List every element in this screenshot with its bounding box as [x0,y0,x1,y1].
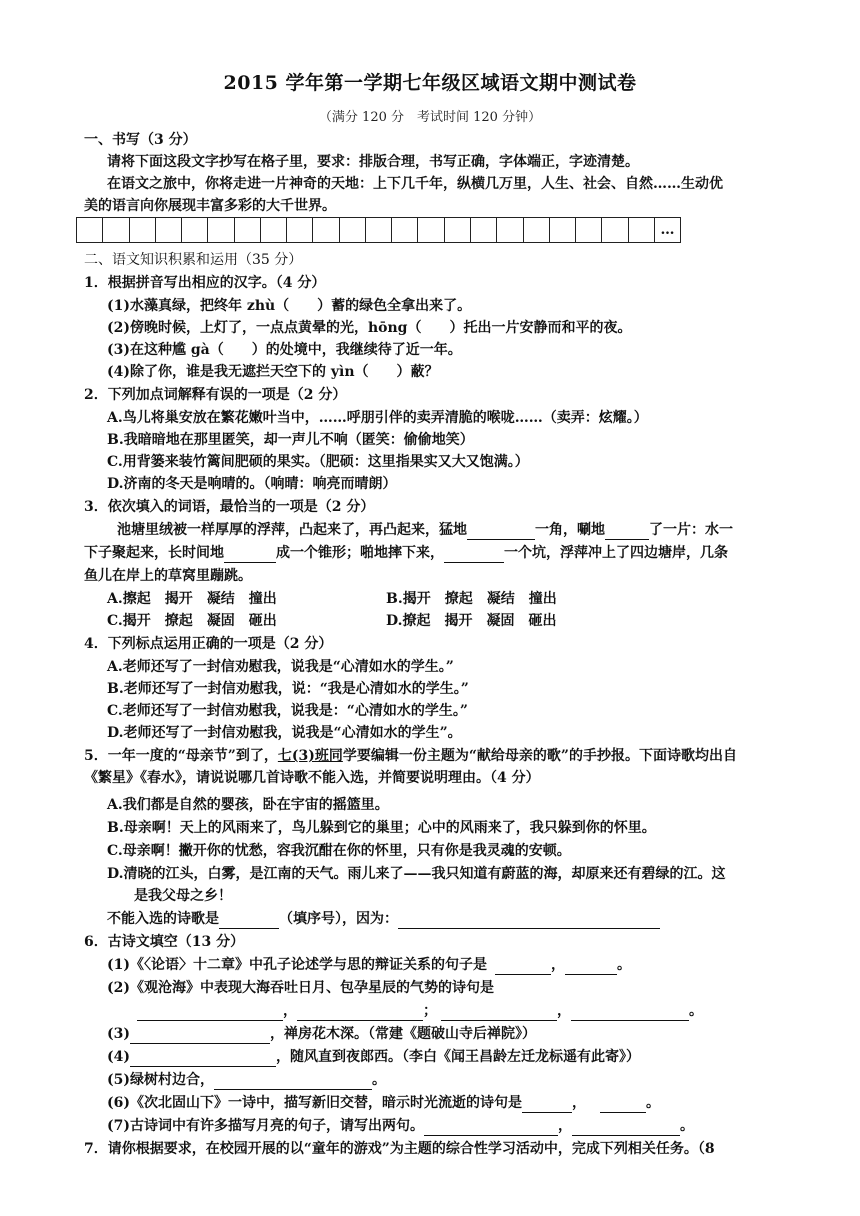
q6-blank[interactable] [495,958,551,975]
q5-poem-b: B.母亲啊！天上的风雨来了，鸟儿躲到它的巢里；心中的风雨来了，我只躲到你的怀里。 [107,820,656,836]
grid-cell [208,218,234,242]
q6-item-5 [107,1070,807,1090]
q6-item-text: (4) [107,1049,130,1065]
q6-item-7 [107,1116,807,1136]
q4-option-c: C.老师还写了一封信劝慰我，说我是：“心清如水的学生。” [107,703,468,719]
grid-cell [445,218,471,242]
q4-option-b: B.老师还写了一封信劝慰我，说：“我是心清如水的学生。” [107,681,469,697]
q6-blank[interactable] [297,1004,423,1021]
grid-cell [576,218,602,242]
grid-cell [471,218,497,242]
q1-item-2: (2)傍晚时候，上灯了，一点点黄晕的光，hōng（ ）托出一片安静而和平的夜。 [107,320,632,336]
q6-item-2 [107,978,807,998]
q6-item-text: (3) [107,1026,130,1042]
q6-item-text: ，禅房花木深。（常建《题破山寺后禅院》） [270,1026,536,1042]
section-2-heading: 二、语文知识积累和运用（35 分） [84,252,303,268]
q6-item-text: (1)《〈论语〉十二章》中孔子论述学与思的辩证关系的句子是 [107,957,487,973]
q3-option-a: A.擦起 揭开 凝结 撞出 [107,591,277,607]
q6-blank[interactable] [130,1050,276,1067]
q2-option-a: A.鸟儿将巢安放在繁花嫩叶当中，……呼朋引伴的卖弄清脆的喉咙……（卖弄：炫耀。） [107,410,648,426]
grid-cell [629,218,655,242]
grid-cell [235,218,261,242]
section-1-passage-line-1: 在语文之旅中，你将走进一片神奇的天地：上下几千年，纵横几万里，人生、社会、自然……生动优 [107,176,723,192]
grid-cell [130,218,156,242]
q5-stem-text: 学要编辑一份主题为“献给母亲的歌”的手抄报。下面诗歌均出自 [342,748,737,764]
q6-item-1 [107,955,807,975]
writing-grid [76,217,681,243]
q6-item-text: (5)绿树村边合， [107,1072,214,1088]
q3-passage-text: 一角，唰地 [535,522,605,538]
section-1-passage-line-2: 美的语言向你展现丰富多彩的大千世界。 [84,198,336,214]
q5-answer-blank[interactable] [219,912,279,929]
q3-passage-line-1 [117,520,817,540]
q4-option-a: A.老师还写了一封信劝慰我，说我是“心清如水的学生。” [107,659,454,675]
q6-blank[interactable] [130,1027,270,1044]
q6-punct: 。 [680,1118,694,1134]
q3-stem: 3．依次填入的词语，最恰当的一项是（2 分） [84,499,375,515]
grid-cell [287,218,313,242]
grid-cell [550,218,576,242]
q6-blank[interactable] [214,1073,372,1090]
q6-punct: ， [572,1095,586,1111]
q6-blank[interactable] [572,1119,680,1136]
q5-poem-d-line-1: D.清晓的江头，白雾，是江南的天气。雨儿来了——我只知道有蔚蓝的海，却原来还有碧绿的江。这 [107,866,726,882]
section-1-instruction: 请将下面这段文字抄写在格子里，要求：排版合理，书写正确，字体端正，字迹清楚。 [107,154,639,170]
q6-blank[interactable] [565,958,617,975]
q4-stem: 4．下列标点运用正确的一项是（2 分） [84,636,333,652]
q6-item-4 [107,1047,807,1067]
q4-option-d: D.老师还写了一封信劝慰我，说我是“心清如水的学生”。 [107,725,462,741]
q1-stem: 1．根据拼音写出相应的汉字。（4 分） [84,275,326,291]
q3-passage-text: 池塘里绒被一样厚厚的浮萍，凸起来了，再凸起来，猛地 [117,522,467,538]
q7-stem: 7．请你根据要求，在校园开展的以“童年的游戏”为主题的综合性学习活动中，完成下列相关任务。（8 [84,1141,715,1157]
grid-cell [261,218,287,242]
q6-item-text: ，随风直到夜郎西。（李白《闻王昌龄左迁龙标遥有此寄》） [276,1049,640,1065]
exam-title: 2015 学年第一学期七年级区域语文期中测试卷 [223,72,637,94]
exam-subtitle: （满分 120 分 考试时间 120 分钟） [318,110,542,125]
q6-blank[interactable] [571,1004,689,1021]
q5-stem-line-2: 《繁星》《春水》，请说说哪几首诗歌不能入选，并简要说明理由。（4 分） [84,770,540,786]
q2-stem: 2．下列加点词解释有误的一项是（2 分） [84,387,347,403]
q6-item-2-blanks [107,1001,807,1021]
q5-answer-line [107,909,807,929]
q1-item-1: (1)水藻真绿，把终年 zhù（ ）蓄的绿色全拿出来了。 [107,298,472,314]
grid-cell [497,218,523,242]
q3-blank-3[interactable] [224,546,276,563]
q6-item-3 [107,1024,807,1044]
grid-cell [524,218,550,242]
q5-poem-d-line-2: 是我父母之乡！ [134,888,232,904]
q3-passage-text: 了一片：水一 [649,522,733,538]
q5-reason-label: （填序号），因为： [279,911,398,927]
q6-punct: ， [557,1003,571,1019]
q6-item-text: (6)《次北固山下》一诗中，描写新旧交替，暗示时光流逝的诗句是 [107,1095,522,1111]
q3-passage-text: 成一个锥形；啪地摔下来， [276,545,444,561]
grid-cell [77,218,103,242]
q3-option-b: B.揭开 撩起 凝结 撞出 [386,591,557,607]
q6-blank[interactable] [522,1096,572,1113]
q3-blank-1[interactable] [467,523,535,540]
q5-stem-text: 5．一年一度的“母亲节”到了， [84,748,278,764]
q5-poem-c: C.母亲啊！撇开你的忧愁，容我沉酣在你的怀里，只有你是我灵魂的安顿。 [107,843,571,859]
q6-punct: 。 [372,1072,386,1088]
q3-option-c: C.揭开 撩起 凝固 砸出 [107,613,277,629]
q1-item-4: (4)除了你，谁是我无遮拦天空下的 yìn（ ）蔽？ [107,364,439,380]
q6-blank[interactable] [441,1004,557,1021]
q3-passage-text: 下子聚起来，长时间地 [84,545,224,561]
q5-reason-blank[interactable] [398,912,660,929]
grid-cell [366,218,392,242]
grid-cell [340,218,366,242]
q5-class-name: 七(3)班同 [277,748,343,764]
grid-cell-ellipsis: … [660,222,675,238]
grid-cell [103,218,129,242]
q6-punct: ， [551,957,565,973]
q2-option-d: D.济南的冬天是响晴的。（响晴：响亮而晴朗） [107,476,397,492]
q6-item-text: (7)古诗词中有许多描写月亮的句子，请写出两句。 [107,1118,424,1134]
q3-blank-4[interactable] [444,546,504,563]
q3-option-d: D.撩起 揭开 凝固 砸出 [386,613,557,629]
q6-punct: ， [283,1003,297,1019]
q2-option-b: B.我暗暗地在那里匿笑，却一声儿不响（匿笑：偷偷地笑） [107,432,474,448]
grid-cell [156,218,182,242]
q6-punct: 。 [617,957,631,973]
q6-punct: 。 [646,1095,660,1111]
q5-answer-label: 不能入选的诗歌是 [107,911,219,927]
grid-cell [602,218,628,242]
q6-item-6 [107,1093,807,1113]
grid-cell [418,218,444,242]
grid-cell [313,218,339,242]
q5-poem-a: A.我们都是自然的婴孩，卧在宇宙的摇篮里。 [107,797,389,813]
q2-option-c: C.用背篓来装竹篱间肥硕的果实。（肥硕：这里指果实又大又饱满。） [107,454,529,470]
q6-punct: ， [558,1118,572,1134]
q6-punct: 。 [689,1003,703,1019]
q6-blank[interactable] [600,1096,646,1113]
grid-cell [182,218,208,242]
grid-cell [392,218,418,242]
q1-item-3: (3)在这种尴 gà（ ）的处境中，我继续待了近一年。 [107,342,462,358]
q5-stem-line-1 [84,746,784,766]
q3-blank-2[interactable] [605,523,649,540]
q3-passage-line-3: 鱼儿在岸上的草窝里蹦跳。 [84,568,252,584]
q6-blank[interactable] [137,1004,283,1021]
q3-passage-line-2 [84,543,784,563]
q6-item-text: (2)《观沧海》中表现大海吞吐日月、包孕星辰的气势的诗句是 [107,980,494,996]
section-1-heading: 一、书写（3 分） [84,132,197,148]
q6-stem: 6．古诗文填空（13 分） [84,934,245,950]
q6-blank[interactable] [424,1119,558,1136]
q3-passage-text: 一个坑，浮萍冲上了四边塘岸，几条 [504,545,728,561]
q6-punct: ； [423,1003,437,1019]
